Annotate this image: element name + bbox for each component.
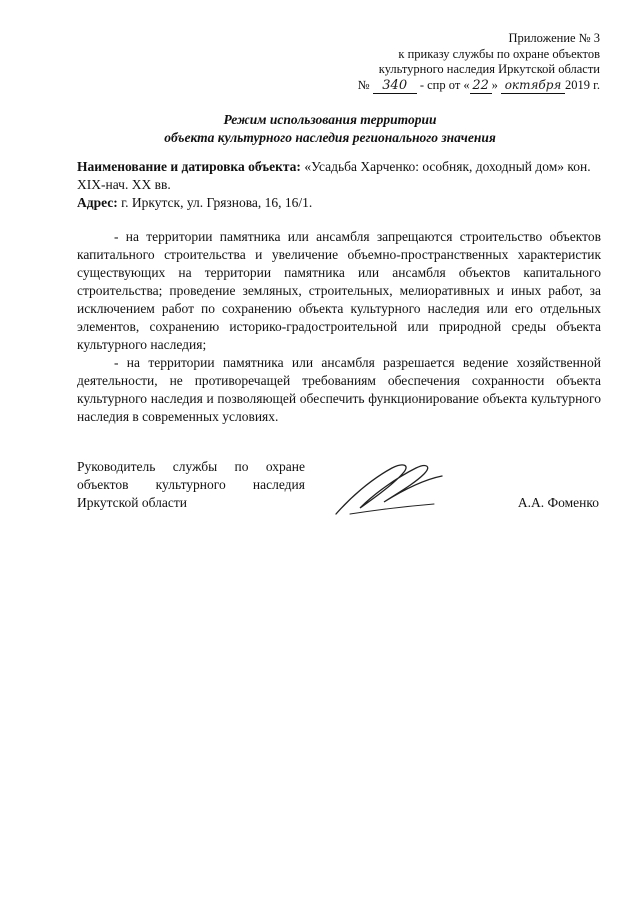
object-address-label: Адрес:: [77, 195, 118, 210]
signer-name: А.А. Фоменко: [517, 495, 599, 510]
order-day-close: »: [491, 77, 498, 92]
object-name-label: Наименование и датировка объекта:: [77, 159, 301, 174]
signatory-title-line-2: объектов культурного наследия: [77, 477, 305, 492]
document-title: [60, 111, 600, 147]
appendix-title: Приложение № 3: [508, 31, 600, 45]
order-date-prefix: - спр от «: [419, 77, 470, 92]
order-number-handwritten: 340: [373, 78, 417, 95]
order-day-handwritten: 22: [470, 78, 492, 95]
signatory-title-line-3: Иркутской области: [77, 495, 188, 510]
regime-prohibitions: - на территории памятника или ансамбля запрещаются строительство объектов капитального строительства и увеличение объемно-пространственных характеристик существующих на территории памятника или ансамбля объектов капитального строительства; проведение земляных, строительных, мелиоративных и иных работ, за исключением работ по сохранению объекта культурного наследия или его отдельных элементов, сохранению историко-градостроительной или природной среды объекта культурного наследия;: [77, 229, 601, 352]
object-name: [77, 158, 602, 194]
title-line-2: объекта культурного наследия регионального значения: [164, 130, 496, 145]
appendix-authority: культурного наследия Иркутской области: [378, 62, 600, 76]
appendix-header: [280, 31, 600, 94]
signatory-title: [77, 458, 305, 512]
regime-body: [77, 228, 601, 426]
regime-permissions: - на территории памятника или ансамбля разрешается ведение хозяйственной деятельности, не противоречащей требованиям обеспечения сохранности объекта культурного наследия и позволяющей обеспечить функционирование объекта культурного наследия в современных условиях.: [77, 355, 601, 424]
object-address-value: г. Иркутск, ул. Грязнова, 16, 16/1.: [117, 195, 313, 210]
appendix-order-line: [280, 78, 600, 95]
appendix-order-ref: к приказу службы по охране объектов: [398, 46, 600, 61]
object-address: [77, 194, 602, 212]
order-number-prefix: №: [357, 77, 370, 92]
handwritten-signature: [330, 458, 450, 520]
object-name-value: «Усадьба Харченко: особняк, доходный дом» кон. XIX-нач. XX вв.: [77, 159, 591, 192]
order-month-handwritten: октября: [501, 78, 565, 95]
signatory-title-line-1: Руководитель службы по охране: [77, 459, 305, 474]
order-year: 2019 г.: [565, 77, 600, 92]
title-line-1: Режим использования территории: [223, 112, 437, 127]
